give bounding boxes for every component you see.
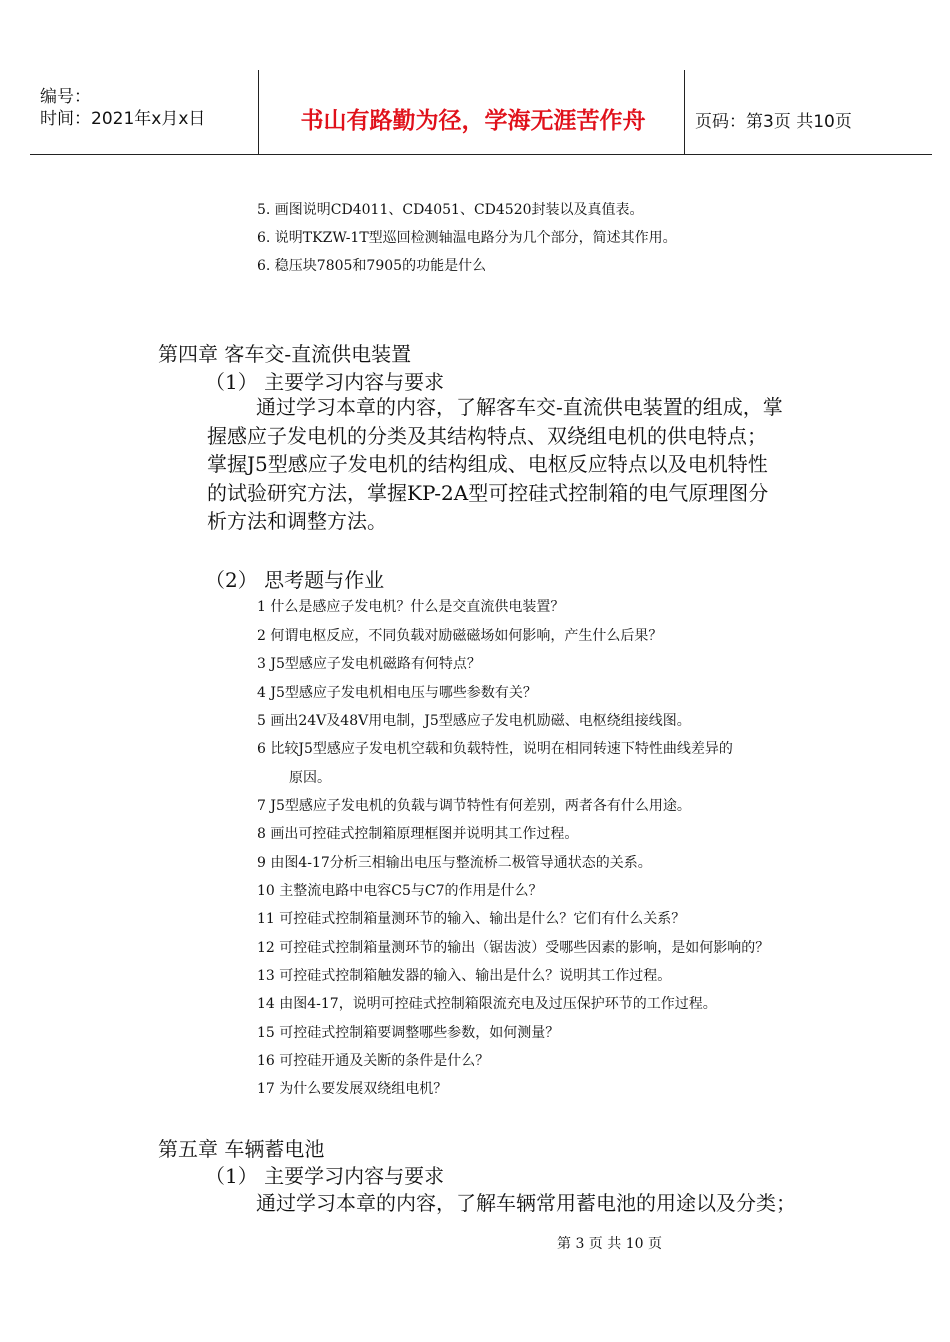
top-question-6: 6. 说明TKZW-1T型巡回检测轴温电路分为几个部分，简述其作用。 (257, 230, 677, 246)
question-item: 4 J5型感应子发电机相电压与哪些参数有关？ (257, 685, 537, 701)
top-question-6b: 6. 稳压块7805和7905的功能是什么 (257, 258, 487, 274)
chapter4-paragraph-line2: 握感应子发电机的分类及其结构特点、双绕组电机的供电特点； (207, 424, 767, 448)
page-header (30, 68, 932, 155)
chapter5-paragraph-line1: 通过学习本章的内容，了解车辆常用蓄电池的用途以及分类； (256, 1191, 796, 1215)
question-item: 13 可控硅式控制箱触发器的输入、输出是什么？说明其工作过程。 (257, 968, 672, 984)
question-item: 3 J5型感应子发电机磁路有何特点？ (257, 656, 481, 672)
header-time-label: 时间：2021年x月x日 (40, 109, 206, 129)
question-item: 5 画出24V及48V用电制，J5型感应子发电机励磁、电枢绕组接线图。 (257, 713, 691, 729)
question-item: 7 J5型感应子发电机的负载与调节特性有何差别，两者各有什么用途。 (257, 798, 691, 814)
top-question-5: 5. 画图说明CD4011、CD4051、CD4520封装以及真值表。 (257, 202, 644, 218)
chapter4-paragraph-line5: 析方法和调整方法。 (207, 509, 387, 533)
chapter5-section1-title: （1） 主要学习内容与要求 (205, 1164, 445, 1188)
question-item: 15 可控硅式控制箱要调整哪些参数，如何测量？ (257, 1025, 560, 1041)
question-item: 6 比较J5型感应子发电机空载和负载特性，说明在相同转速下特性曲线差异的 (257, 741, 733, 757)
chapter5-title: 第五章 车辆蓄电池 (158, 1137, 325, 1161)
question-item-continuation: 原因。 (289, 770, 331, 786)
question-item: 11 可控硅式控制箱量测环节的输入、输出是什么？它们有什么关系？ (257, 911, 686, 927)
header-divider-right (684, 70, 685, 155)
question-item: 2 何谓电枢反应，不同负载对励磁磁场如何影响，产生什么后果？ (257, 628, 663, 644)
chapter4-paragraph-line3: 掌握J5型感应子发电机的结构组成、电枢反应特点以及电机特性 (207, 452, 768, 476)
page-footer: 第 3 页 共 10 页 (557, 1236, 662, 1252)
question-item: 8 画出可控硅式控制箱原理框图并说明其工作过程。 (257, 826, 579, 842)
question-item: 14 由图4-17，说明可控硅式控制箱限流充电及过压保护环节的工作过程。 (257, 996, 717, 1012)
question-item: 1 什么是感应子发电机？什么是交直流供电装置？ (257, 599, 565, 615)
header-bottom-rule (30, 154, 932, 155)
header-number-label: 编号： (40, 87, 91, 107)
chapter4-section2-title: （2） 思考题与作业 (205, 568, 385, 592)
chapter4-paragraph-line4: 的试验研究方法，掌握KP-2A型可控硅式控制箱的电气原理图分 (207, 481, 769, 505)
header-page-label: 页码：第3页 共10页 (695, 112, 852, 132)
question-item: 12 可控硅式控制箱量测环节的输出（锯齿波）受哪些因素的影响，是如何影响的？ (257, 940, 770, 956)
chapter4-paragraph-line1: 通过学习本章的内容，了解客车交-直流供电装置的组成，掌 (256, 395, 783, 419)
chapter4-title: 第四章 客车交-直流供电装置 (158, 342, 412, 366)
question-item: 10 主整流电路中电容C5与C7的作用是什么？ (257, 883, 543, 899)
chapter4-section1-title: （1） 主要学习内容与要求 (205, 370, 445, 394)
question-item: 16 可控硅开通及关断的条件是什么？ (257, 1053, 490, 1069)
question-item: 17 为什么要发展双绕组电机？ (257, 1081, 448, 1097)
question-item: 9 由图4-17分析三相输出电压与整流桥二极管导通状态的关系。 (257, 855, 652, 871)
header-motto: 书山有路勤为径，学海无涯苦作舟 (300, 107, 646, 134)
header-divider-left (258, 70, 259, 155)
